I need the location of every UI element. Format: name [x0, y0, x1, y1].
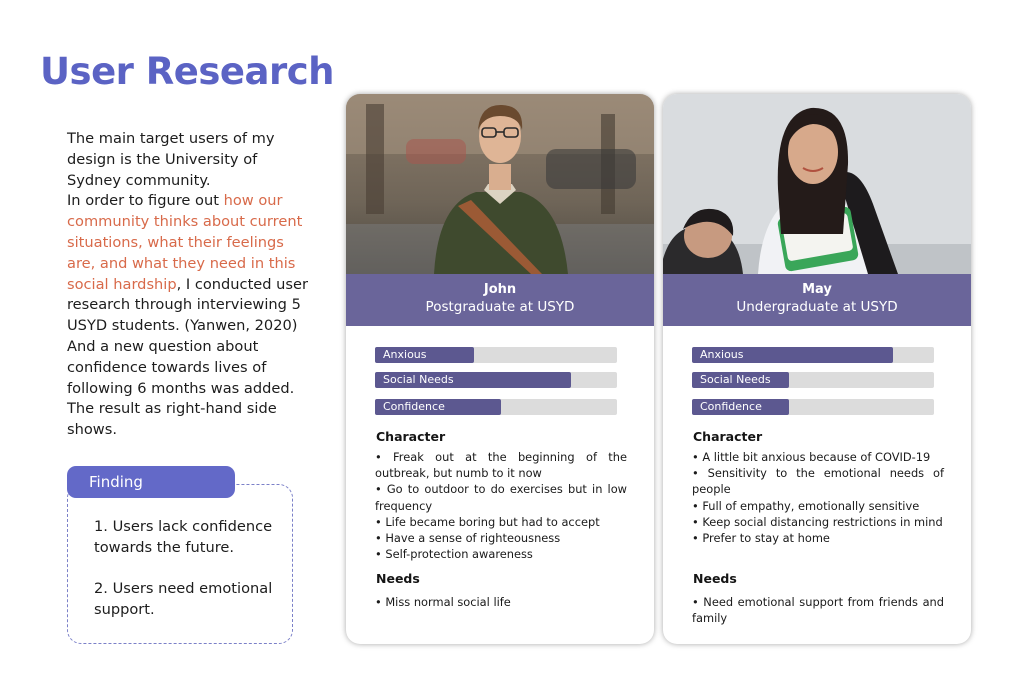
list-item: • Miss normal social life — [375, 595, 511, 609]
bar-label: Confidence — [383, 400, 445, 413]
list-item: • Life became boring but had to accept — [375, 514, 600, 529]
intro-text — [67, 129, 312, 441]
character-heading: Character — [376, 429, 446, 444]
needs-list — [375, 594, 627, 610]
bar-label: Social Needs — [700, 373, 771, 386]
character-list — [375, 449, 627, 562]
intro-part-1: The main target users of my design is the University of Sydney community. — [67, 130, 275, 189]
list-item: • A little bit anxious because of COVID-19 — [692, 450, 931, 464]
persona-photo-john — [346, 94, 654, 274]
list-item: • Prefer to stay at home — [692, 531, 830, 546]
persona-header-john — [346, 274, 654, 326]
page-title: User Research — [40, 50, 334, 93]
bar-social-needs — [692, 372, 934, 388]
list-item: • Have a sense of righteousness — [375, 531, 561, 546]
needs-list — [692, 594, 944, 626]
list-item: • Sensitivity to the emotional needs of people — [692, 466, 944, 497]
intro-highlight: how our community thinks about current situations, what their feelings are, and what they need in this social hardship — [67, 192, 303, 293]
persona-photo-may — [663, 94, 971, 274]
bar-confidence — [692, 399, 934, 415]
bar-anxious — [692, 347, 934, 363]
persona-card-john — [346, 94, 654, 644]
persona-name: May — [802, 282, 832, 297]
list-item: • Keep social distancing restrictions in mind — [692, 514, 943, 529]
list-item: • Need emotional support from friends and family — [692, 595, 944, 626]
needs-heading: Needs — [376, 571, 420, 586]
bar-social-needs — [375, 372, 617, 388]
needs-heading: Needs — [693, 571, 737, 586]
finding-item-1: 1. Users lack confidence towards the future. — [94, 518, 273, 556]
intro-part-4: And a new question about confidence towards lives of following 6 months was added. The result as right-hand side shows. — [67, 337, 295, 439]
character-list — [692, 449, 944, 546]
persona-name: John — [483, 282, 517, 297]
bar-label: Anxious — [383, 348, 427, 361]
list-item: • Freak out at the beginning of the outbreak, but numb to it now — [375, 450, 627, 481]
character-heading: Character — [693, 429, 763, 444]
persona-role: Postgraduate at USYD — [425, 299, 575, 315]
persona-card-may — [663, 94, 971, 644]
list-item: • Self-protection awareness — [375, 547, 533, 562]
bar-label: Confidence — [700, 400, 762, 413]
bar-anxious — [375, 347, 617, 363]
bar-label: Social Needs — [383, 373, 454, 386]
bar-label: Anxious — [700, 348, 744, 361]
list-item: • Go to outdoor to do exercises but in low frequency — [375, 482, 627, 513]
persona-header-may — [663, 274, 971, 326]
finding-label: Finding — [67, 466, 235, 498]
list-item: • Full of empathy, emotionally sensitive — [692, 498, 920, 513]
persona-role: Undergraduate at USYD — [736, 299, 898, 315]
intro-part-3: , I conducted user research through interviewing 5 USYD students. (Yanwen, 2020) — [67, 275, 309, 335]
bar-confidence — [375, 399, 617, 415]
intro-part-2: In order to figure out — [67, 192, 219, 210]
finding-item-2: 2. Users need emotional support. — [94, 580, 273, 618]
